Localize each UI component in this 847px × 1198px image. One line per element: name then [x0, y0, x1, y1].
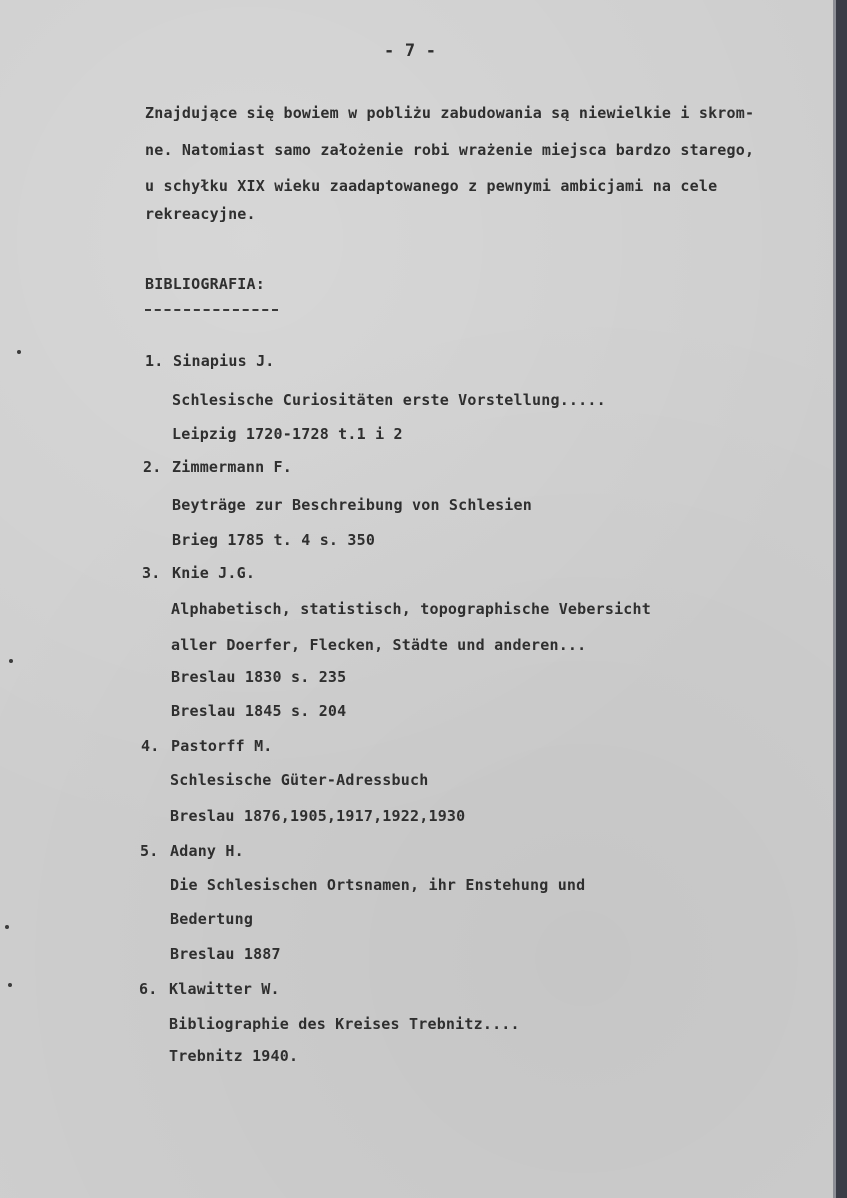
heading-underline: [145, 309, 278, 311]
scanner-edge-highlight: [833, 0, 836, 1198]
bibliography-heading: BIBLIOGRAFIA:: [145, 275, 265, 293]
entry-2-author: Zimmermann F.: [172, 458, 292, 476]
entry-3-line-1: Alphabetisch, statistisch, topographische Vebersicht: [171, 600, 651, 618]
entry-2-marker: 2.: [143, 458, 162, 476]
entry-6-marker: 6.: [139, 980, 158, 998]
entry-4-author: Pastorff M.: [171, 737, 273, 755]
paragraph-line-1: Znajdujące się bowiem w pobliżu zabudowania są niewielkie i skrom-: [145, 104, 755, 122]
entry-3-line-4: Breslau 1845 s. 204: [171, 702, 347, 720]
paragraph-line-4: rekreacyjne.: [145, 205, 256, 223]
entry-5-line-1: Die Schlesischen Ortsnamen, ihr Enstehung und: [170, 876, 586, 894]
entry-5-line-3: Breslau 1887: [170, 945, 281, 963]
margin-speck: [9, 659, 13, 663]
entry-6-line-1: Bibliographie des Kreises Trebnitz....: [169, 1015, 520, 1033]
entry-5-author: Adany H.: [170, 842, 244, 860]
entry-2-line-1: Beyträge zur Beschreibung von Schlesien: [172, 496, 532, 514]
paragraph-line-3: u schyłku XIX wieku zaadaptowanego z pewnymi ambicjami na cele: [145, 177, 718, 195]
margin-speck: [5, 925, 9, 929]
entry-1-line-2: Leipzig 1720-1728 t.1 i 2: [172, 425, 403, 443]
entry-3-line-2: aller Doerfer, Flecken, Städte und anderen...: [171, 636, 587, 654]
margin-speck: [8, 983, 12, 987]
page-number: - 7 -: [384, 41, 437, 61]
entry-1-author: Sinapius J.: [173, 352, 275, 370]
entry-3-author: Knie J.G.: [172, 564, 256, 582]
margin-speck: [17, 350, 21, 354]
entry-2-line-2: Brieg 1785 t. 4 s. 350: [172, 531, 376, 549]
entry-3-marker: 3.: [142, 564, 161, 582]
entry-4-line-1: Schlesische Güter-Adressbuch: [170, 771, 429, 789]
paragraph-line-2: ne. Natomiast samo założenie robi wrażenie miejsca bardzo starego,: [145, 141, 755, 159]
entry-1-line-1: Schlesische Curiositäten erste Vorstellung.....: [172, 391, 606, 409]
entry-6-author: Klawitter W.: [169, 980, 280, 998]
entry-5-marker: 5.: [140, 842, 159, 860]
entry-5-line-2: Bedertung: [170, 910, 254, 928]
entry-4-line-2: Breslau 1876,1905,1917,1922,1930: [170, 807, 466, 825]
entry-6-line-2: Trebnitz 1940.: [169, 1047, 299, 1065]
entry-3-line-3: Breslau 1830 s. 235: [171, 668, 347, 686]
scanner-edge: [833, 0, 847, 1198]
entry-1-marker: 1.: [145, 352, 164, 370]
entry-4-marker: 4.: [141, 737, 160, 755]
